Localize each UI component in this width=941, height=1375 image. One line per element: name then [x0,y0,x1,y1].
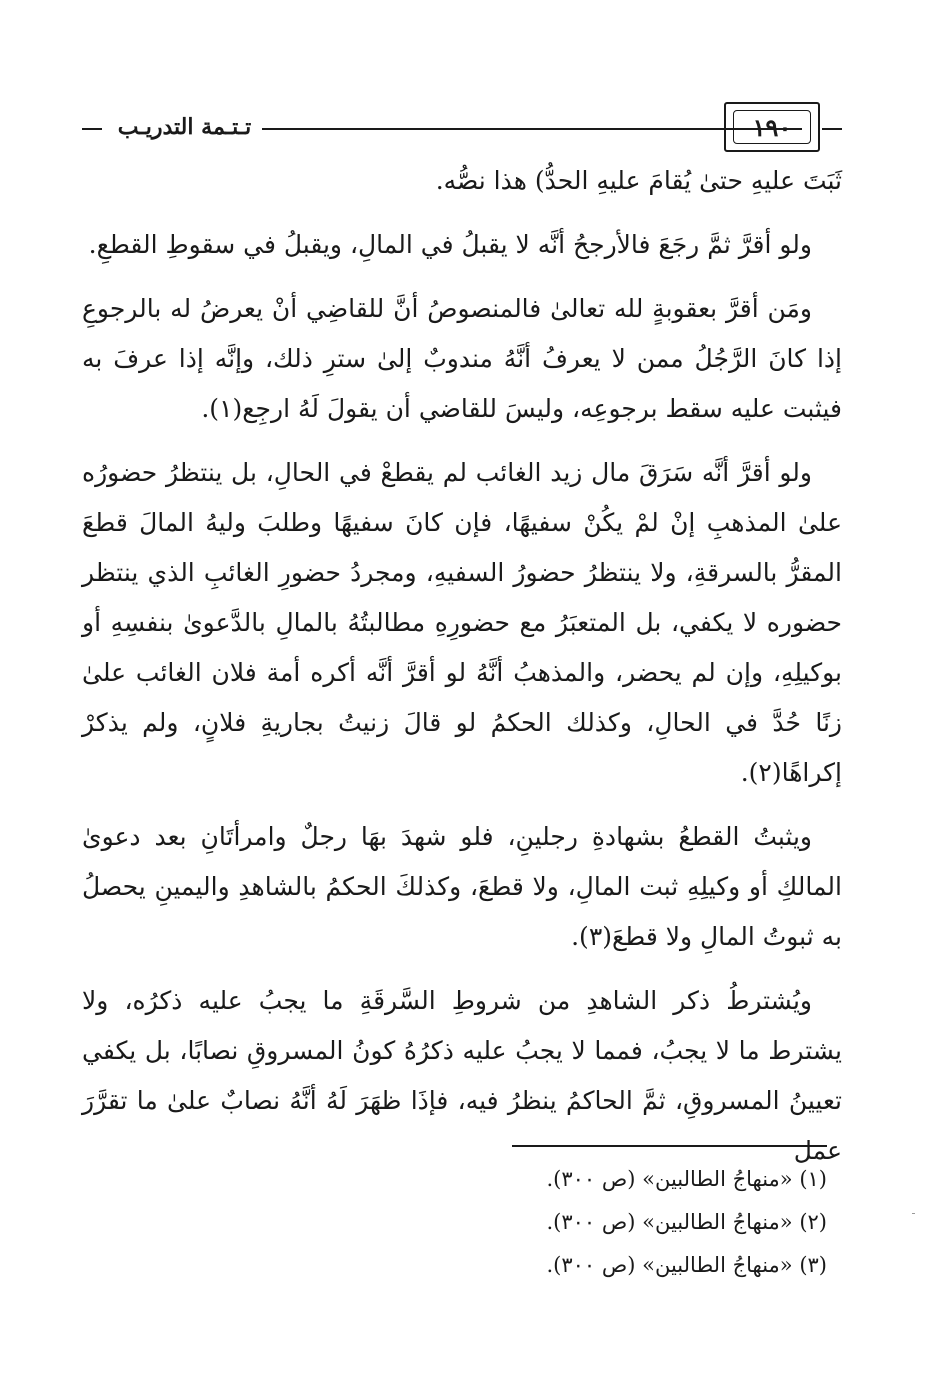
running-title: تـتـمة التدريـب [117,114,252,140]
footnote: (٢) «منهاجُ الطالبين» (ص ٣٠٠). [546,1210,827,1234]
paragraph: ولو أقرَّ أنَّه سَرَقَ مال زيد الغائب لم يقطعْ في الحالِ، بل ينتظرُ حضورُه علىٰ المذهبِ إنْ لمْ يكُنْ سفيهًا، فإن كانَ سفيهًا وطلبَ وليهُ المالَ قطعَ المقرُّ بالسرقةِ، ولا ينتظرُ حضورُ السفيهِ، ومجردُ حضورِ الغائبِ الذي ينتظر حضوره لا يكفي، بل المتعبَرُ مع حضورِهِ مطالبتُهُ بالمالِ بالدَّعوىٰ بنفسِهِ أو بوكيلِهِ، وإن لم يحضر، والمذهبُ أنَّهُ لو أقرَّ أنَّه أكره أمة فلان الغائب علىٰ زنًا حُدَّ في الحالِ، وكذلك الحكمُ لو قالَ زنيتُ بجاريةِ فلانٍ، ولم يذكرْ إكراهًا(٢). [82,458,842,787]
paragraph: ثَبَتَ عليهِ حتىٰ يُقامَ عليهِ الحدُّ) هذا نصُّه. [435,166,842,195]
footnote: (٣) «منهاجُ الطالبين» (ص ٣٠٠). [546,1253,827,1277]
main-text [82,156,842,1190]
paragraph: ويثبتُ القطعُ بشهادةِ رجلينِ، فلو شهدَ بهَا رجلٌ وامرأتَانِ بعد دعوىٰ المالكِ أو وكيلِهِ ثبت المالِ، ولا قطعَ، وكذلكَ الحكمُ بالشاهدِ واليمينِ يحصلُ به ثبوتُ المالِ ولا قطعَ(٣). [82,822,842,951]
page-number-frame [724,102,820,152]
footnote: (١) «منهاجُ الطالبين» (ص ٣٠٠). [546,1167,827,1191]
page-number: ١٩٠ [733,110,811,144]
header-rule-right [822,128,842,130]
paragraph: ومَن أقرَّ بعقوبةٍ لله تعالىٰ فالمنصوصُ أنَّ للقاضِي أنْ يعرضُ له بالرجوعِ إذا كانَ الرَّجُلُ ممن لا يعرفُ أنَّهُ مندوبٌ إلىٰ سترِ ذلك، وإنَّه إذا عرفَ به فيثبت عليه سقط برجوعِه، وليسَ للقاضي أن يقولَ لَهُ ارجِع(١). [82,294,842,423]
paragraph: ولو أقرَّ ثمَّ رجَعَ فالأرجحُ أنَّه لا يقبلُ في المالِ، ويقبلُ في سقوطِ القطعِ. [88,230,812,259]
footnotes [360,1158,827,1287]
paragraph: ويُشترطُ ذكر الشاهدِ من شروطِ السَّرقَةِ ما يجبُ عليه ذكرُه، ولا يشترط ما لا يجبُ، فمما لا يجبُ عليه ذكرُهُ كونُ المسروقِ نصابًا، بل يكفي تعيينُ المسروقِ، ثمَّ الحاكمُ ينظرُ فيه، فإذَا ظهَرَ لَهُ أنَّهُ نصابٌ علىٰ ما تقرَّرَ عمل [82,986,842,1165]
header-rule-left [82,128,102,130]
page-header [82,102,842,154]
scan-speck [912,1213,915,1214]
footnote-separator [512,1145,827,1147]
header-rule-middle [262,128,802,130]
